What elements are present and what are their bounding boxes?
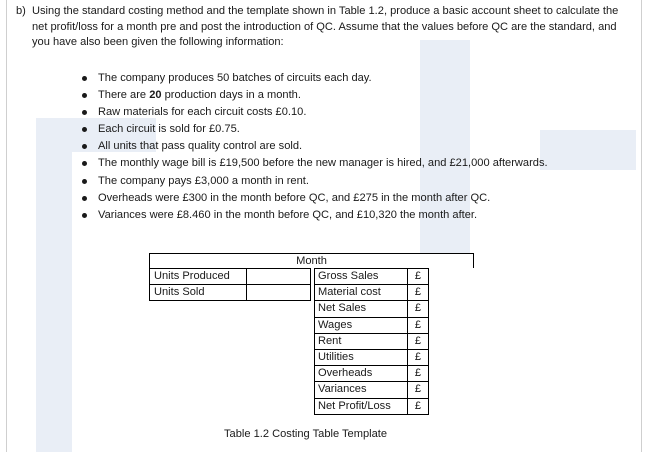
bullet-icon — [82, 161, 87, 166]
list-item: There are 20 production days in a month. — [80, 87, 548, 104]
units-produced-value — [247, 269, 311, 285]
question-intro — [16, 4, 634, 51]
bullet-icon — [82, 144, 87, 149]
currency-cell: £ — [408, 301, 429, 317]
table-row — [315, 366, 429, 382]
currency-cell: £ — [408, 333, 429, 349]
list-item: Raw materials for each circuit costs £0.10. — [80, 104, 548, 121]
table-row — [315, 301, 429, 317]
units-sold-label: Units Sold — [150, 285, 247, 301]
table-row — [315, 398, 429, 414]
row-label: Wages — [315, 317, 408, 333]
list-item: Variances were £8.460 in the month before QC, and £10,320 the month after. — [80, 207, 548, 224]
table-row — [315, 333, 429, 349]
list-item: Overheads were £300 in the month before QC, and £275 in the month after QC. — [80, 190, 548, 207]
row-label: Utilities — [315, 349, 408, 365]
table-row — [150, 285, 311, 301]
costing-table — [149, 253, 474, 421]
currency-cell: £ — [408, 285, 429, 301]
accounts-table — [314, 268, 429, 415]
units-sold-value — [247, 285, 311, 301]
list-item: The company pays £3,000 a month in rent. — [80, 173, 548, 190]
bullet-icon — [82, 196, 87, 201]
currency-cell: £ — [408, 349, 429, 365]
watermark-shape — [540, 130, 636, 170]
bullet-icon — [82, 110, 87, 115]
table-row — [315, 317, 429, 333]
table-row — [315, 285, 429, 301]
row-label: Net Sales — [315, 301, 408, 317]
month-header: Month — [149, 253, 474, 268]
question-label: b) — [16, 5, 26, 17]
bullet-icon — [82, 179, 87, 184]
table-caption: Table 1.2 Costing Table Template — [224, 428, 388, 440]
bullet-icon — [82, 93, 87, 98]
information-list — [80, 70, 548, 224]
units-produced-label: Units Produced — [150, 269, 247, 285]
table-row — [315, 349, 429, 365]
row-label: Gross Sales — [315, 269, 408, 285]
table-row — [315, 382, 429, 398]
question-text: Using the standard costing method and the template shown in Table 1.2, produce a basic account sheet to calculate the net profit/loss for a month pre and post the introduction of QC. Assume that the values before QC are the standard, and you have also been given the following information: — [32, 5, 619, 49]
watermark-shape — [36, 118, 72, 452]
table-row — [150, 269, 311, 285]
row-label: Overheads — [315, 366, 408, 382]
table-row — [315, 269, 429, 285]
units-table — [149, 268, 311, 301]
list-item: All units that pass quality control are sold. — [80, 138, 548, 155]
list-item: The company produces 50 batches of circuits each day. — [80, 70, 548, 87]
list-item: The monthly wage bill is £19,500 before the new manager is hired, and £21,000 afterwards. — [80, 155, 548, 172]
currency-cell: £ — [408, 382, 429, 398]
bullet-icon — [82, 76, 87, 81]
currency-cell: £ — [408, 366, 429, 382]
currency-cell: £ — [408, 269, 429, 285]
list-item: Each circuit is sold for £0.75. — [80, 121, 548, 138]
currency-cell: £ — [408, 317, 429, 333]
bullet-icon — [82, 213, 87, 218]
currency-cell: £ — [408, 398, 429, 414]
row-label: Net Profit/Loss — [315, 398, 408, 414]
row-label: Material cost — [315, 285, 408, 301]
bullet-icon — [82, 127, 87, 132]
row-label: Variances — [315, 382, 408, 398]
row-label: Rent — [315, 333, 408, 349]
